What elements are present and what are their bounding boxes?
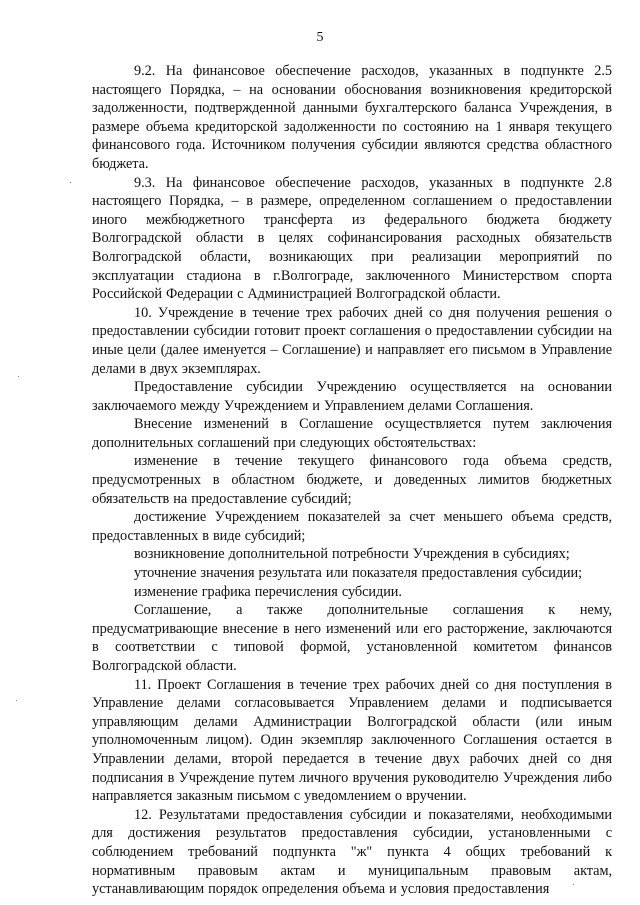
paragraph-11: 11. Проект Соглашения в течение трех рабочих дней со дня поступления в Управление делами согласовывается Управлением делами и подписывается управляющим делами Администрации Волгоградской области (или иным уполномоченным лицом). Один экземпляр заключенного Соглашения остается в Управлении делами, второй передается в течение двух рабочих дней со дня подписания в Учреждение путем личного вручения руководителю Учреждения либо направляется заказным письмом с уведомлением о вручении. (92, 676, 612, 805)
paragraph-standard-form: Соглашение, а также дополнительные соглашения к нему, предусматривающие внесение в него изменений или его расторжение, заключаются в соответствии с типовой формой, установленной комитетом финансов Волгоградской области. (92, 602, 612, 674)
paragraph-9-3: 9.3. На финансовое обеспечение расходов, указанных в подпункте 2.8 настоящего Порядка, – в размере, определенном соглашением о предоставлении иного межбюджетного трансферта из федерального бюджета бюджету Волгоградской области в целях софинансирования расходных обязательств Волгоградской области, возникающих при реализации мероприятий по эксплуатации стадиона в г.Волгограде, заключенного Министерством спорта Российской Федерации с Администрацией Волгоградской области. (92, 174, 612, 303)
list-item-budget-change: изменение в течение текущего финансового года объема средств, предусмотренных в областном бюджете, и доведенных лимитов бюджетных обязательств на предоставление субсидий; (92, 453, 612, 507)
paragraph-subsidy-basis: Предоставление субсидии Учреждению осуществляется на основании заключаемого между Учреждением и Управлением делами Соглашения. (92, 379, 612, 414)
paragraph-amendments: Внесение изменений в Соглашение осуществляется путем заключения дополнительных соглашений при следующих обстоятельствах: (92, 416, 612, 451)
list-item-result-update: уточнение значения результата или показателя предоставления субсидии; (134, 565, 583, 582)
scan-speck (70, 182, 71, 183)
scan-speck (573, 884, 574, 885)
paragraph-9-2: 9.2. На финансовое обеспечение расходов, указанных в подпункте 2.5 настоящего Порядка, – на основании обоснования возникновения кредиторской задолженности, подтвержденной данными бухгалтерского баланса Учреждения, в размере объема кредиторской задолженности по состоянию на 1 января текущего финансового года. Источником получения субсидии являются средства областного бюджета. (92, 63, 612, 172)
page-number: 5 (316, 30, 324, 45)
list-item-indicators: достижение Учреждением показателей за счет меньшего объема средств, предоставленных в виде субсидий; (92, 509, 612, 544)
scan-speck (16, 700, 17, 701)
scan-speck (18, 376, 19, 377)
list-item-schedule-change: изменение графика перечисления субсидии. (134, 583, 402, 600)
document-body (92, 62, 612, 899)
paragraph-12: 12. Результатами предоставления субсидии и показателями, необходимыми для достижения результатов предоставления субсидии, установленными с соблюдением требований подпункта "ж" пункта 4 общих требований к нормативным правовым актам и муниципальным правовым актам, устанавливающим порядок определения объема и условия предоставления (92, 806, 612, 898)
paragraph-10: 10. Учреждение в течение трех рабочих дней со дня получения решения о предоставлении субсидии готовит проект соглашения о предоставлении субсидии на иные цели (далее именуется – Соглашение) и направляет его письмом в Управление делами в двух экземплярах. (92, 304, 612, 377)
list-item-additional-need: возникновение дополнительной потребности Учреждения в субсидиях; (134, 546, 570, 563)
